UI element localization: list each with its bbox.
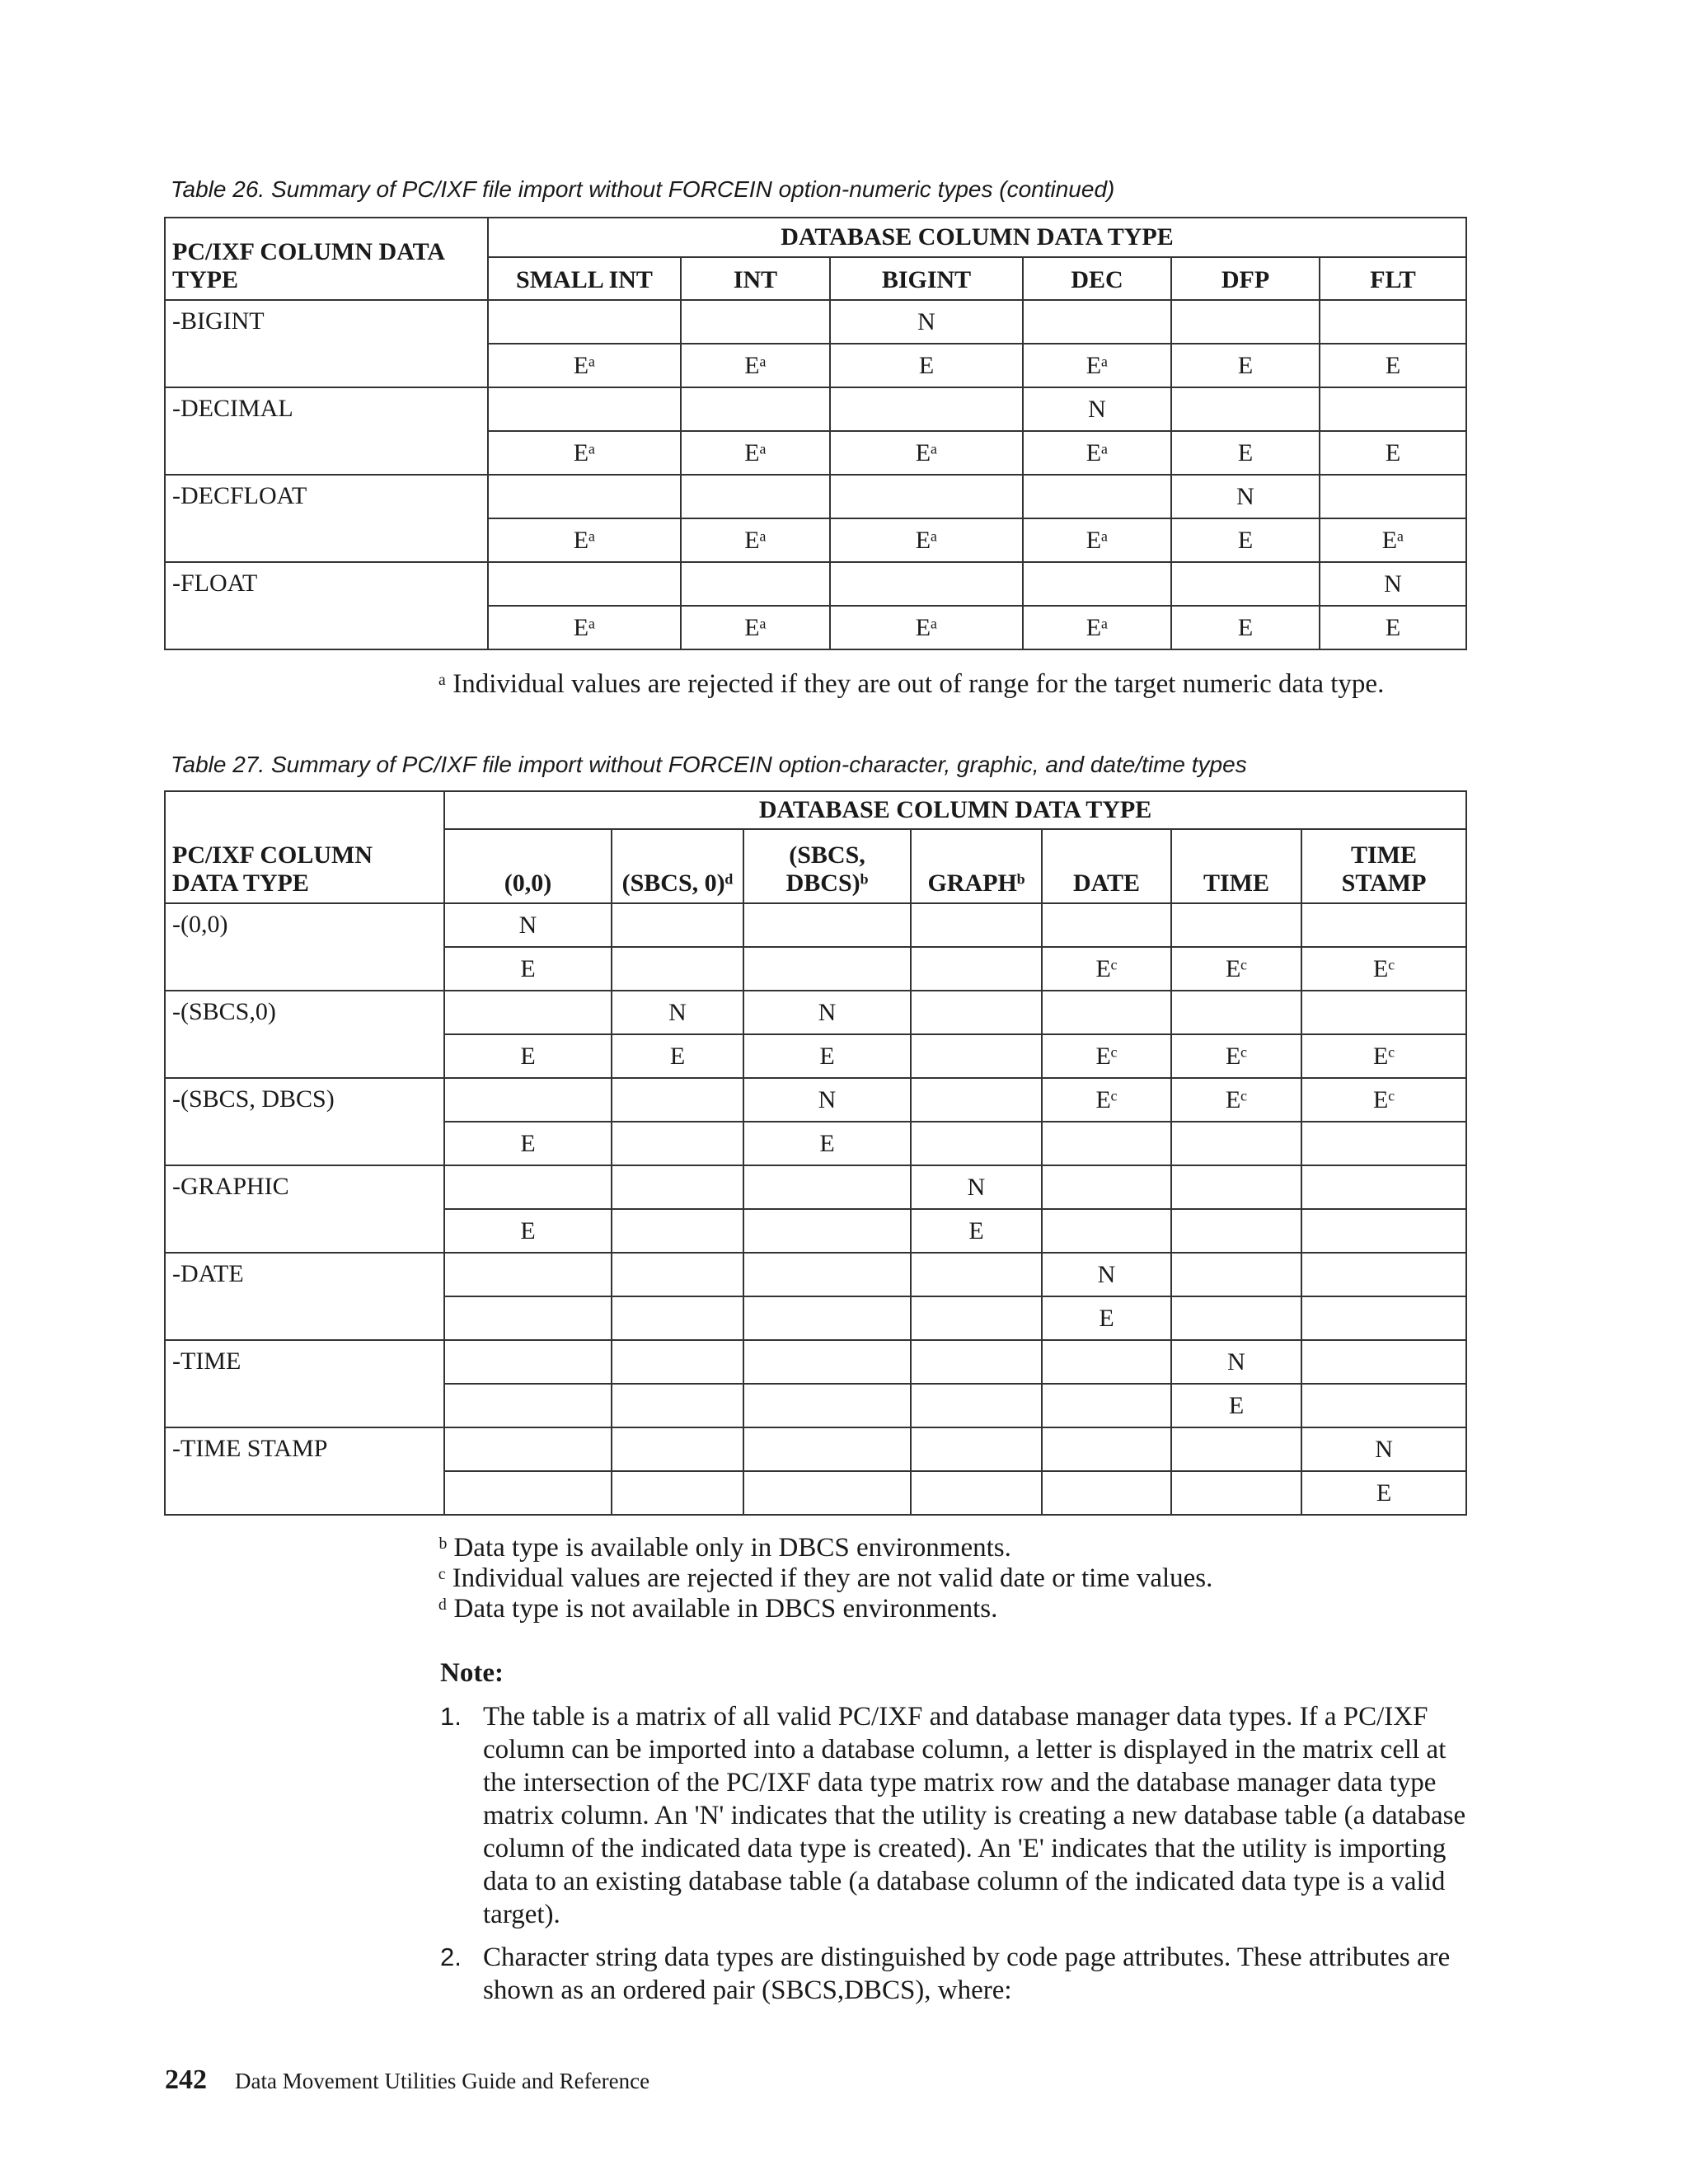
table-cell: E [1171, 344, 1320, 387]
table-cell [1171, 903, 1301, 947]
table-cell [444, 1253, 612, 1296]
table-cell [1171, 1209, 1301, 1253]
table-cell [911, 1471, 1042, 1515]
table-cell [444, 1384, 612, 1427]
table-row [165, 387, 1466, 431]
table-cell [911, 1296, 1042, 1340]
table-cell: Eᵃ [830, 518, 1023, 562]
note-item-number: 1. [440, 1702, 462, 1731]
table-cell [1301, 1253, 1466, 1296]
table-cell: Eᵃ [488, 344, 681, 387]
table-cell: Eᶜ [1171, 947, 1301, 991]
table-cell [1042, 1122, 1171, 1165]
table-cell [1023, 562, 1171, 606]
table-cell [1301, 991, 1466, 1034]
table-cell [743, 1384, 911, 1427]
table-cell: Eᵃ [1023, 431, 1171, 475]
table-cell: E [1042, 1296, 1171, 1340]
table26-row-header: PC/IXF COLUMN DATA TYPE [165, 218, 488, 300]
table27-col-header: TIME [1171, 829, 1301, 903]
table-cell: N [830, 300, 1023, 344]
table-cell [612, 903, 743, 947]
table-cell: Eᵃ [830, 431, 1023, 475]
table-cell [743, 1165, 911, 1209]
table26-col-header: SMALL INT [488, 257, 681, 300]
table-cell [1042, 1471, 1171, 1515]
row-label: -(SBCS,0) [165, 991, 444, 1078]
table-cell [612, 947, 743, 991]
table-cell: Eᵃ [681, 431, 830, 475]
table26 [164, 217, 1467, 650]
table-cell: N [1042, 1253, 1171, 1296]
table-cell: Eᵃ [488, 606, 681, 649]
row-label: -BIGINT [165, 300, 488, 387]
table-cell [743, 1253, 911, 1296]
table-cell [1023, 300, 1171, 344]
page-footer [165, 2064, 649, 2096]
table-cell [1320, 475, 1466, 518]
table-cell [1171, 1427, 1301, 1471]
table-cell [1171, 1122, 1301, 1165]
table-cell [1171, 300, 1320, 344]
table-cell [612, 1209, 743, 1253]
table-cell [830, 562, 1023, 606]
table-cell [911, 1253, 1042, 1296]
table-cell [1042, 1340, 1171, 1384]
table-cell [743, 1427, 911, 1471]
note-list [440, 1700, 1470, 2017]
table26-col-header: FLT [1320, 257, 1466, 300]
table-cell: Eᵃ [1023, 606, 1171, 649]
table-cell [743, 1296, 911, 1340]
table-cell [488, 387, 681, 431]
table-cell [1042, 1165, 1171, 1209]
table-row [165, 300, 1466, 344]
table-cell [612, 1384, 743, 1427]
table-cell [1301, 1296, 1466, 1340]
note-item [440, 1941, 1470, 2007]
table-cell [444, 1471, 612, 1515]
note-item-text: The table is a matrix of all valid PC/IXF and database manager data types. If a PC/IXF column can be imported into a database column, a letter is displayed in the matrix cell at the intersection of the PC/IXF data type matrix row and the database manager data type matrix column. An 'N' indicates that the utility is creating a new database table (a database column of the indicated data type is created). An 'E' indicates that the utility is importing data to an existing database table (a database column of the indicated data type is a valid target). [483, 1702, 1466, 1929]
table-row [165, 1165, 1466, 1209]
table27-group-header: DATABASE COLUMN DATA TYPE [444, 791, 1466, 829]
table27-row-header: PC/IXF COLUMN DATA TYPE [165, 791, 444, 903]
table-cell [444, 991, 612, 1034]
table-cell: E [444, 1122, 612, 1165]
row-label: -GRAPHIC [165, 1165, 444, 1253]
table27-col-header: GRAPHᵇ [911, 829, 1042, 903]
table26-footnote-a: ᵃ Individual values are rejected if they are out of range for the target numeric data type. [438, 669, 1385, 699]
table27-col-header: DATE [1042, 829, 1171, 903]
table-row [165, 475, 1466, 518]
table-cell [743, 1340, 911, 1384]
table26-col-header: DFP [1171, 257, 1320, 300]
table-cell: Eᵃ [681, 518, 830, 562]
table-cell [911, 947, 1042, 991]
table-cell: Eᵃ [1320, 518, 1466, 562]
table-cell [1171, 1165, 1301, 1209]
table-cell [1042, 903, 1171, 947]
table-cell [1042, 1384, 1171, 1427]
table-cell [1042, 1427, 1171, 1471]
table-cell [612, 1078, 743, 1122]
table-row [165, 903, 1466, 947]
table-cell [681, 562, 830, 606]
table-cell: E [612, 1034, 743, 1078]
table-cell: N [1171, 475, 1320, 518]
table-cell [1301, 1340, 1466, 1384]
table-cell: Eᶜ [1042, 1034, 1171, 1078]
table-cell: E [1171, 606, 1320, 649]
table26-col-header: BIGINT [830, 257, 1023, 300]
table-cell [743, 947, 911, 991]
table-cell: N [911, 1165, 1042, 1209]
table-row [165, 1078, 1466, 1122]
table-cell [1171, 387, 1320, 431]
note-item-number: 2. [440, 1943, 462, 1971]
table-cell [444, 1427, 612, 1471]
table-cell: Eᶜ [1171, 1078, 1301, 1122]
row-label: -(0,0) [165, 903, 444, 991]
table-cell: E [1320, 344, 1466, 387]
table27-caption: Table 27. Summary of PC/IXF file import without FORCEIN option-character, graphic, and date/time types [171, 752, 1247, 777]
table-cell: Eᶜ [1301, 1078, 1466, 1122]
table-row [165, 991, 1466, 1034]
table-cell [743, 1209, 911, 1253]
row-label: -(SBCS, DBCS) [165, 1078, 444, 1165]
table-cell [612, 1122, 743, 1165]
table-cell [1320, 300, 1466, 344]
table-cell [681, 475, 830, 518]
table-cell: E [1320, 431, 1466, 475]
table-cell: E [1171, 1384, 1301, 1427]
table-cell: Eᶜ [1042, 1078, 1171, 1122]
table-cell: Eᶜ [1042, 947, 1171, 991]
note-item-text: Character string data types are distinguished by code page attributes. These attributes are shown as an ordered pair (SBCS,DBCS), where: [483, 1943, 1451, 2005]
table27-footnotes [438, 1533, 1469, 1624]
table-cell [444, 1340, 612, 1384]
table-cell: E [444, 1034, 612, 1078]
table-cell [488, 475, 681, 518]
page-number: 242 [165, 2064, 207, 2095]
table-cell: N [612, 991, 743, 1034]
table-cell [1023, 475, 1171, 518]
table26-col-header: INT [681, 257, 830, 300]
table-cell [681, 300, 830, 344]
table-cell: E [830, 344, 1023, 387]
table-cell [1301, 1122, 1466, 1165]
table-cell [444, 1165, 612, 1209]
table-cell [911, 1078, 1042, 1122]
table-cell [1301, 903, 1466, 947]
note-title: Note: [440, 1658, 504, 1688]
table27-col-header: (SBCS, DBCS)ᵇ [743, 829, 911, 903]
table26-group-header: DATABASE COLUMN DATA TYPE [488, 218, 1466, 257]
table27 [164, 790, 1467, 1516]
table-cell: N [1301, 1427, 1466, 1471]
table-cell [830, 475, 1023, 518]
table-cell [1171, 1296, 1301, 1340]
table-cell: N [444, 903, 612, 947]
row-label: -DECFLOAT [165, 475, 488, 562]
table-cell [911, 991, 1042, 1034]
table-cell: Eᶜ [1301, 947, 1466, 991]
table-cell [1171, 1471, 1301, 1515]
table-cell: E [444, 1209, 612, 1253]
table27-col-header: TIME STAMP [1301, 829, 1466, 903]
table-cell: N [743, 991, 911, 1034]
row-label: -TIME STAMP [165, 1427, 444, 1515]
table-cell [911, 1122, 1042, 1165]
table-cell: E [911, 1209, 1042, 1253]
table26-col-header: DEC [1023, 257, 1171, 300]
note-item [440, 1700, 1470, 1931]
table-cell [681, 387, 830, 431]
table-cell: N [743, 1078, 911, 1122]
table-cell [1042, 991, 1171, 1034]
table-cell [911, 1340, 1042, 1384]
table-cell [830, 387, 1023, 431]
table-cell [444, 1296, 612, 1340]
table-cell: E [444, 947, 612, 991]
table-cell [1320, 387, 1466, 431]
table-cell [1042, 1209, 1171, 1253]
table27-col-header: (0,0) [444, 829, 612, 903]
table27-footnote-c: ᶜ Individual values are rejected if they are not valid date or time values. [438, 1563, 1213, 1593]
table27-col-header: (SBCS, 0)ᵈ [612, 829, 743, 903]
table-cell [1171, 562, 1320, 606]
table-cell [612, 1253, 743, 1296]
table-cell [743, 903, 911, 947]
table-cell [1171, 991, 1301, 1034]
table-cell [612, 1296, 743, 1340]
table-cell [743, 1471, 911, 1515]
table-cell: E [743, 1034, 911, 1078]
table-cell [1301, 1165, 1466, 1209]
row-label: -DATE [165, 1253, 444, 1340]
table-cell: Eᵃ [488, 431, 681, 475]
table-cell [612, 1340, 743, 1384]
table-cell: Eᵃ [681, 344, 830, 387]
table-cell [911, 1427, 1042, 1471]
table-cell: N [1023, 387, 1171, 431]
table-cell [444, 1078, 612, 1122]
table-cell: E [1320, 606, 1466, 649]
table-cell [1301, 1384, 1466, 1427]
table-cell: Eᵃ [830, 606, 1023, 649]
table-row [165, 1253, 1466, 1296]
row-label: -FLOAT [165, 562, 488, 649]
table-cell [612, 1427, 743, 1471]
table-row [165, 1427, 1466, 1471]
table26-caption: Table 26. Summary of PC/IXF file import without FORCEIN option-numeric types (continued) [171, 176, 1115, 202]
table-cell: E [743, 1122, 911, 1165]
book-title: Data Movement Utilities Guide and Reference [235, 2069, 650, 2093]
table27-footnote-b: ᵇ Data type is available only in DBCS environments. [438, 1533, 1011, 1563]
table-cell: E [1301, 1471, 1466, 1515]
table-cell [488, 562, 681, 606]
table-cell [488, 300, 681, 344]
table-cell: Eᵃ [488, 518, 681, 562]
table-cell: Eᶜ [1301, 1034, 1466, 1078]
table-cell [911, 903, 1042, 947]
row-label: -DECIMAL [165, 387, 488, 475]
table-cell: Eᵃ [1023, 344, 1171, 387]
table-cell: N [1320, 562, 1466, 606]
table-cell [612, 1471, 743, 1515]
table-cell: Eᵃ [681, 606, 830, 649]
table-row [165, 562, 1466, 606]
table-cell: E [1171, 431, 1320, 475]
table-cell [911, 1384, 1042, 1427]
table-cell: Eᶜ [1171, 1034, 1301, 1078]
row-label: -TIME [165, 1340, 444, 1427]
table-cell: N [1171, 1340, 1301, 1384]
table27-footnote-d: ᵈ Data type is not available in DBCS environments. [438, 1594, 998, 1624]
table-cell [911, 1034, 1042, 1078]
table-cell [612, 1165, 743, 1209]
table-cell: E [1171, 518, 1320, 562]
table-row [165, 1340, 1466, 1384]
table-cell [1301, 1209, 1466, 1253]
table-cell: Eᵃ [1023, 518, 1171, 562]
table-cell [1171, 1253, 1301, 1296]
